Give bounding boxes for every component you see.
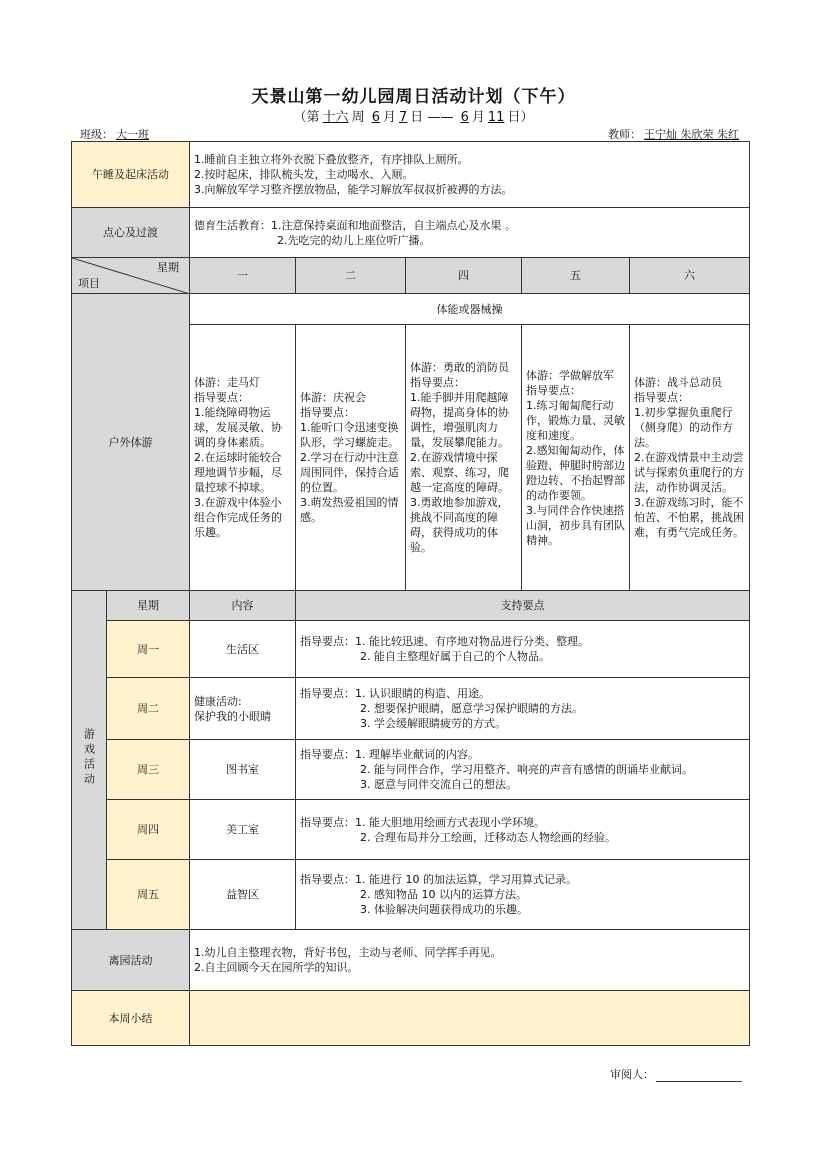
outdoor-text: 体游：战斗总动员 <box>634 376 722 389</box>
games-points <box>296 740 750 800</box>
games-header-row <box>72 591 750 621</box>
games-row <box>72 740 750 800</box>
guide-label: 指导要点： <box>300 815 355 829</box>
games-content-text: 保护我的小眼睛 <box>194 709 271 723</box>
games-points <box>296 860 750 930</box>
games-content <box>190 740 296 800</box>
start-month-label: 月 <box>383 110 397 125</box>
snack-line-1 <box>194 218 745 233</box>
games-point: 1. 能大胆地用绘画方式表现小学环境。 <box>355 815 545 829</box>
games-label-text: 游戏活动 <box>82 728 96 788</box>
reviewer <box>610 1066 742 1082</box>
snack-label: 点心及过渡 <box>72 208 190 258</box>
class-info <box>80 126 189 142</box>
outdoor-text: 体游：勇敢的消防员 <box>410 361 509 374</box>
games-content <box>190 860 296 930</box>
outdoor-text: 指导要点： <box>194 391 249 404</box>
outdoor-text: 1.练习匍匐爬行动作，锻炼力量、灵敏度和速度。 <box>526 398 625 442</box>
outdoor-text: 3.萌发热爱祖国的情感。 <box>300 496 399 524</box>
outdoor-col <box>630 325 750 591</box>
guide-label: 指导要点： <box>300 635 355 648</box>
outdoor-col <box>190 325 296 591</box>
outdoor-text: 3.与同伴合作快速搭山洞，初步具有团队精神。 <box>526 503 625 547</box>
outdoor-text: 2.在游戏情境中探索、观察、练习，爬越一定高度的障碍。 <box>410 451 509 494</box>
date-separator: —— <box>427 110 454 125</box>
outdoor-text: 1.初步掌握负重爬行（侧身爬）的动作方法。 <box>634 406 733 449</box>
snack-item: 2.先吃完的幼儿上座位听广播。 <box>277 233 431 247</box>
games-row <box>72 678 750 740</box>
class-label: 班级： <box>80 128 113 141</box>
outdoor-col <box>296 325 406 591</box>
outdoor-text: 1.能听口令迅速变换队形，学习螺旋走。 <box>300 421 399 449</box>
start-day: 7 <box>399 110 408 125</box>
games-points <box>296 621 750 678</box>
outdoor-subtitle: 体能或器械操 <box>190 294 750 325</box>
games-point: 2. 合理布局并分工绘画，迁移动态人物绘画的经验。 <box>360 830 616 844</box>
guide-label: 指导要点： <box>300 687 355 700</box>
outdoor-text: 体游：庆祝会 <box>300 391 366 404</box>
weekday-header: 一 <box>190 258 296 294</box>
games-day: 周一 <box>107 621 190 678</box>
games-point: 2. 能自主整理好属于自己的个人物品。 <box>360 650 550 663</box>
page-title: 天景山第一幼儿园周日活动计划（下午） <box>251 87 576 107</box>
games-point: 1. 能进行 10 的加法运算，学习用算式记录。 <box>355 873 577 886</box>
leave-row <box>72 930 750 991</box>
games-day-header: 星期 <box>107 591 190 621</box>
outdoor-text: 指导要点： <box>410 376 465 389</box>
date-range <box>0 106 827 125</box>
games-content-text: 生活区 <box>226 642 259 656</box>
games-day: 周三 <box>107 740 190 800</box>
games-content-text: 健康活动: <box>194 694 242 708</box>
outdoor-text: 体游：走马灯 <box>194 376 260 389</box>
games-point: 1. 理解毕业献词的内容。 <box>355 748 479 761</box>
outdoor-text: 1.能手脚并用爬越障碍物，提高身体的协调性，增强肌肉力量，发展攀爬能力。 <box>410 391 509 449</box>
games-point: 1. 能比较迅速、有序地对物品进行分类、整理。 <box>355 635 589 648</box>
weekday-header: 五 <box>522 258 630 294</box>
snack-item: 1.注意保持桌面和地面整洁，自主端点心及水果 。 <box>271 218 516 232</box>
teacher-info <box>608 126 742 142</box>
outdoor-text: 体游：学做解放军 <box>526 368 614 382</box>
outdoor-col <box>522 325 630 591</box>
nap-label: 午睡及起床活动 <box>72 142 190 208</box>
games-point-line <box>300 747 745 762</box>
teacher-value: 王宁灿 朱欣荣 朱红 <box>644 128 739 141</box>
games-point: 1. 认识眼睛的构造、用途。 <box>355 687 490 700</box>
end-month: 6 <box>460 110 469 125</box>
outdoor-text: 指导要点： <box>300 406 355 419</box>
games-points <box>296 800 750 860</box>
games-label <box>72 591 107 930</box>
outdoor-col <box>406 325 522 591</box>
games-content-text: 美工室 <box>226 823 259 836</box>
outdoor-text: 指导要点： <box>526 383 581 397</box>
plan-table <box>71 141 750 1046</box>
games-points <box>296 678 750 740</box>
start-month: 6 <box>371 110 380 125</box>
summary-label: 本周小结 <box>72 991 190 1046</box>
guide-label: 指导要点： <box>300 873 355 886</box>
games-points-header: 支持要点 <box>296 591 750 621</box>
outdoor-text: 3.在游戏中体验小组合作完成任务的乐趣。 <box>194 496 282 539</box>
outdoor-text: 2.在游戏情景中主动尝试与探索负重爬行的方法，动作协调灵活。 <box>634 451 744 494</box>
weekday-header: 二 <box>296 258 406 294</box>
nap-item: 2.按时起床，排队梳头发，主动喝水、入厕。 <box>194 168 414 181</box>
games-day: 周四 <box>107 800 190 860</box>
games-point: 3. 体验解决问题获得成功的乐趣。 <box>360 903 528 916</box>
guide-label: 指导要点： <box>300 748 355 761</box>
nap-row <box>72 142 750 208</box>
summary-content[interactable] <box>190 991 750 1046</box>
reviewer-label: 审阅人： <box>610 1068 654 1081</box>
date-open: （第 <box>293 110 320 125</box>
leave-label: 离园活动 <box>72 930 190 991</box>
games-content <box>190 800 296 860</box>
games-point: 2. 想要保护眼睛，愿意学习保护眼睛的方法。 <box>360 702 583 715</box>
outdoor-text: 2.感知匍匐动作，体验蹬、伸腿时胯部边蹬边转、不抬起臀部的动作要领。 <box>526 443 625 502</box>
outdoor-text: 3.在游戏练习时，能不怕苦、不怕累，挑战困难，有勇气完成任务。 <box>634 496 744 539</box>
nap-item: 1.睡前自主独立将外衣脱下叠放整齐，有序排队上厕所。 <box>194 153 469 166</box>
weekday-header: 六 <box>630 258 750 294</box>
games-content <box>190 621 296 678</box>
games-row <box>72 621 750 678</box>
reviewer-signature-line[interactable] <box>656 1069 742 1082</box>
games-content-header: 内容 <box>190 591 296 621</box>
games-row <box>72 800 750 860</box>
outdoor-text: 3.勇敢地参加游戏，挑战不同高度的障碍，获得成功的体验。 <box>410 496 509 554</box>
games-content-text: 益智区 <box>226 888 259 901</box>
weekday-header-row <box>72 258 750 294</box>
games-point: 3. 学会缓解眼睛疲劳的方式。 <box>360 717 506 730</box>
week-number: 十六 <box>322 110 349 125</box>
games-day: 周二 <box>107 678 190 740</box>
games-point: 2. 能与同伴合作，学习用整齐、响亮的声音有感情的朗诵毕业献词。 <box>360 763 693 776</box>
outdoor-text: 2.学习在行动中注意周围同伴，保持合适的位置。 <box>300 451 399 494</box>
games-point: 2. 感知物品 10 以内的运算方法。 <box>360 888 527 901</box>
outdoor-text: 指导要点： <box>634 391 689 404</box>
week-label: 周 <box>351 110 365 125</box>
teacher-label: 教师： <box>608 128 641 141</box>
games-day: 周五 <box>107 860 190 930</box>
games-point-line <box>300 872 745 887</box>
outdoor-subtitle-row <box>72 294 750 325</box>
games-content-text: 图书室 <box>226 763 259 776</box>
snack-content <box>190 208 750 258</box>
outdoor-text: 2.在运球时能较合理地调节步幅，尽量控球不掉球。 <box>194 451 282 494</box>
leave-item: 1.幼儿自主整理衣物，背好书包，主动与老师、同学挥手再见。 <box>194 946 502 959</box>
outdoor-text: 1.能绕障碍物运球，发展灵敏、协调的身体素质。 <box>194 406 282 449</box>
snack-row <box>72 208 750 258</box>
games-point-line <box>300 686 745 701</box>
corner-item-label: 项目 <box>78 277 100 290</box>
games-row <box>72 860 750 930</box>
leave-content <box>190 930 750 991</box>
date-close: 日） <box>507 110 534 125</box>
end-day: 11 <box>487 110 505 125</box>
end-month-label: 月 <box>471 110 485 125</box>
weekday-corner <box>72 258 190 294</box>
start-day-label: 日 <box>410 110 424 125</box>
games-point-line <box>300 815 745 830</box>
outdoor-label: 户外体游 <box>72 294 190 591</box>
snack-prefix: 德育生活教育： <box>194 218 271 232</box>
nap-item: 3.向解放军学习整齐摆放物品，能学习解放军叔叔折被褥的方法。 <box>194 183 513 196</box>
nap-content <box>190 142 750 208</box>
games-content <box>190 678 296 740</box>
class-teacher-row <box>72 125 748 141</box>
games-point: 3. 愿意与同伴交流自己的想法。 <box>360 778 517 791</box>
summary-row <box>72 991 750 1046</box>
class-value: 大一班 <box>116 128 149 141</box>
weekday-header: 四 <box>406 258 522 294</box>
corner-weekday-label: 星期 <box>157 261 179 274</box>
games-point-line <box>300 634 745 649</box>
leave-item: 2.自主回顾今天在园所学的知识。 <box>194 961 359 974</box>
